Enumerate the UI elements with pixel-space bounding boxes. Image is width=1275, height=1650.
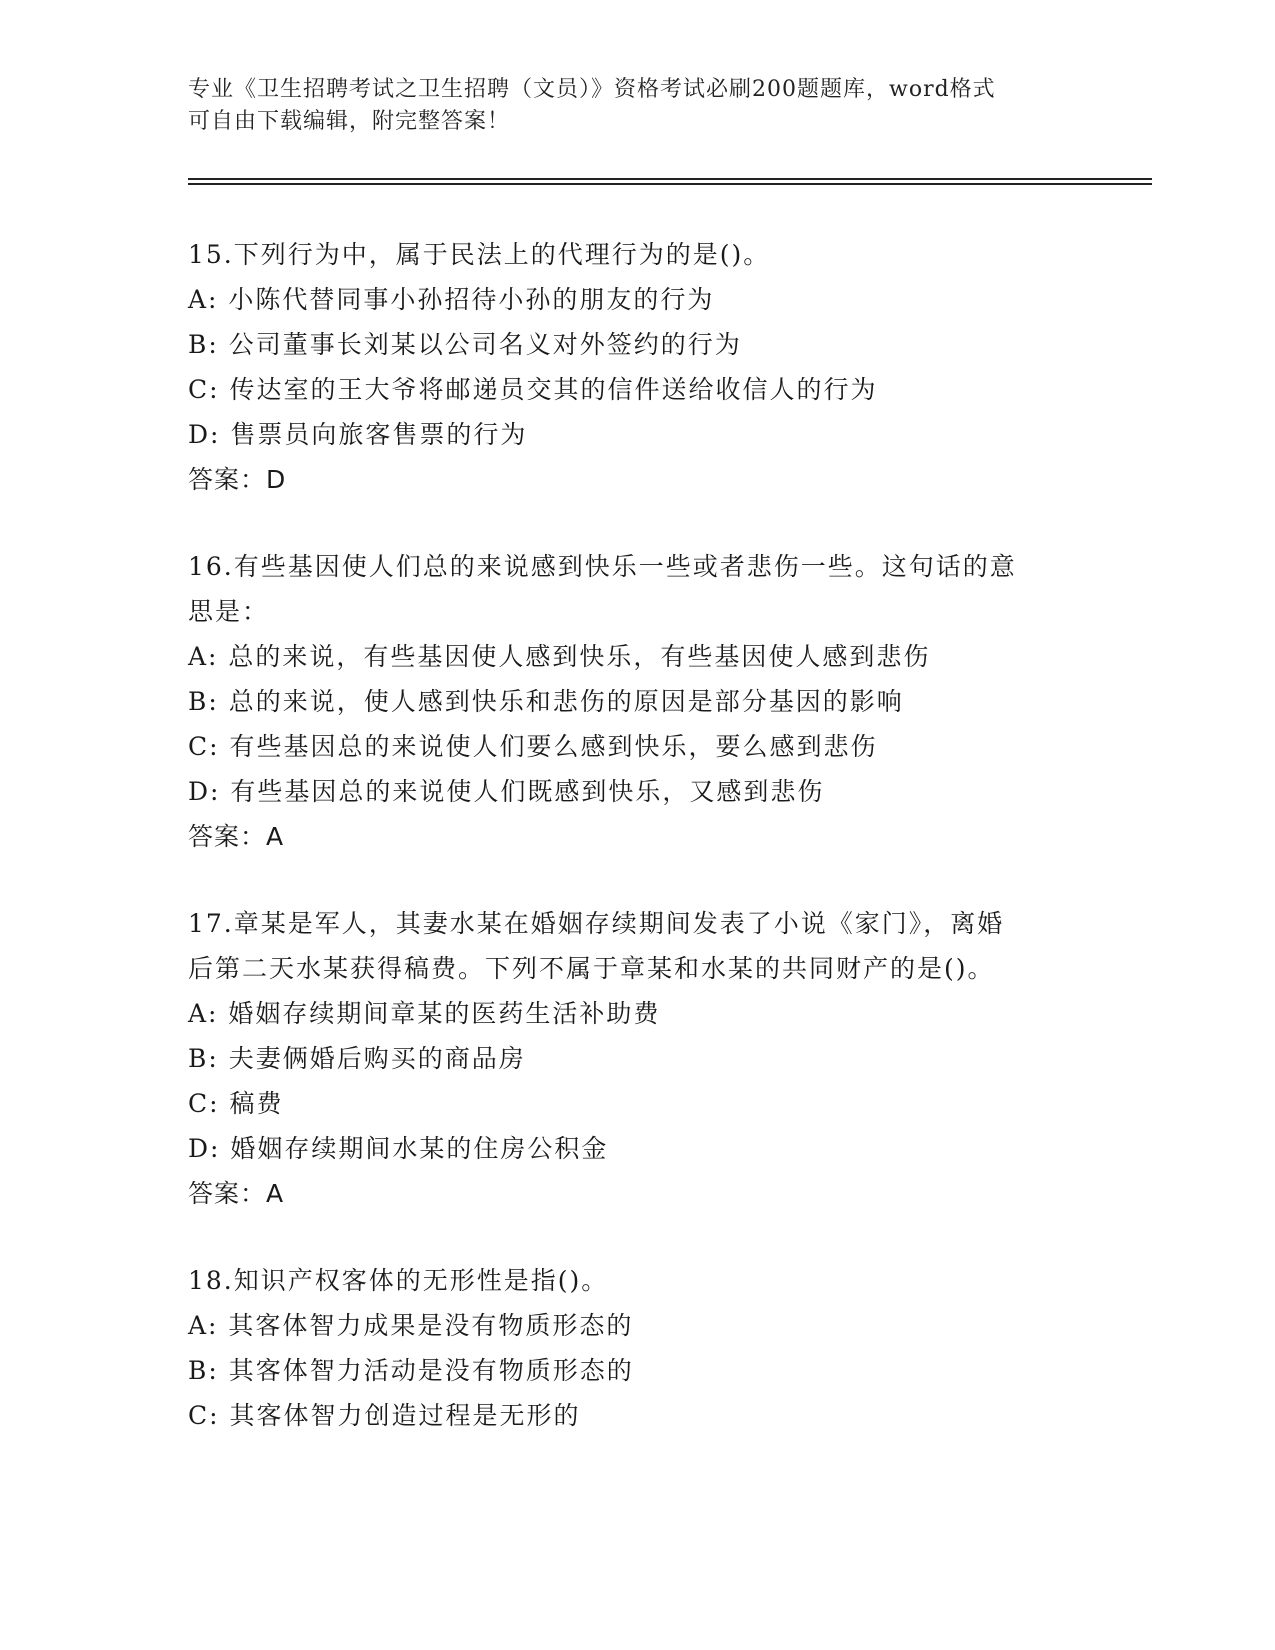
answer: 答案：A <box>188 822 285 851</box>
option-d: D: 售票员向旅客售票的行为 <box>188 420 528 449</box>
question-16 <box>188 544 1088 859</box>
question-17 <box>188 901 1088 1216</box>
option-a: A: 婚姻存续期间章某的医药生活补助费 <box>188 999 661 1028</box>
option-a: A: 总的来说，有些基因使人感到快乐，有些基因使人感到悲伤 <box>188 642 931 671</box>
question-stem: 18.知识产权客体的无形性是指()。 <box>188 1266 609 1295</box>
question-15 <box>188 232 1088 502</box>
answer: 答案：D <box>188 465 287 494</box>
option-d: D: 有些基因总的来说使人们既感到快乐，又感到悲伤 <box>188 777 825 806</box>
header-line-1: 专业《卫生招聘考试之卫生招聘（文员）》资格考试必刷200题题库，word格式 <box>188 77 996 102</box>
option-c: C: 其客体智力创造过程是无形的 <box>188 1401 581 1430</box>
document-header <box>188 74 1088 138</box>
question-stem-continued: 思是： <box>188 597 270 626</box>
question-list <box>188 232 1088 1480</box>
question-stem-continued: 后第二天水某获得稿费。下列不属于章某和水某的共同财产的是()。 <box>188 954 995 983</box>
answer: 答案：A <box>188 1179 285 1208</box>
header-divider-top <box>188 178 1152 180</box>
option-c: C: 传达室的王大爷将邮递员交其的信件送给收信人的行为 <box>188 375 878 404</box>
option-b: B: 其客体智力活动是没有物质形态的 <box>188 1356 634 1385</box>
option-a: A: 小陈代替同事小孙招待小孙的朋友的行为 <box>188 285 715 314</box>
option-c: C: 稿费 <box>188 1089 284 1118</box>
option-b: B: 夫妻俩婚后购买的商品房 <box>188 1044 526 1073</box>
header-line-2: 可自由下载编辑，附完整答案！ <box>188 109 511 134</box>
option-c: C: 有些基因总的来说使人们要么感到快乐，要么感到悲伤 <box>188 732 878 761</box>
question-stem: 17.章某是军人，其妻水某在婚姻存续期间发表了小说《家门》，离婚 <box>188 909 1005 938</box>
option-b: B: 公司董事长刘某以公司名义对外签约的行为 <box>188 330 742 359</box>
option-d: D: 婚姻存续期间水某的住房公积金 <box>188 1134 609 1163</box>
question-stem: 16.有些基因使人们总的来说感到快乐一些或者悲伤一些。这句话的意 <box>188 552 1017 581</box>
option-a: A: 其客体智力成果是没有物质形态的 <box>188 1311 634 1340</box>
question-stem: 15.下列行为中，属于民法上的代理行为的是()。 <box>188 240 771 269</box>
option-b: B: 总的来说，使人感到快乐和悲伤的原因是部分基因的影响 <box>188 687 904 716</box>
header-divider-bottom <box>188 183 1152 185</box>
question-18 <box>188 1258 1088 1438</box>
